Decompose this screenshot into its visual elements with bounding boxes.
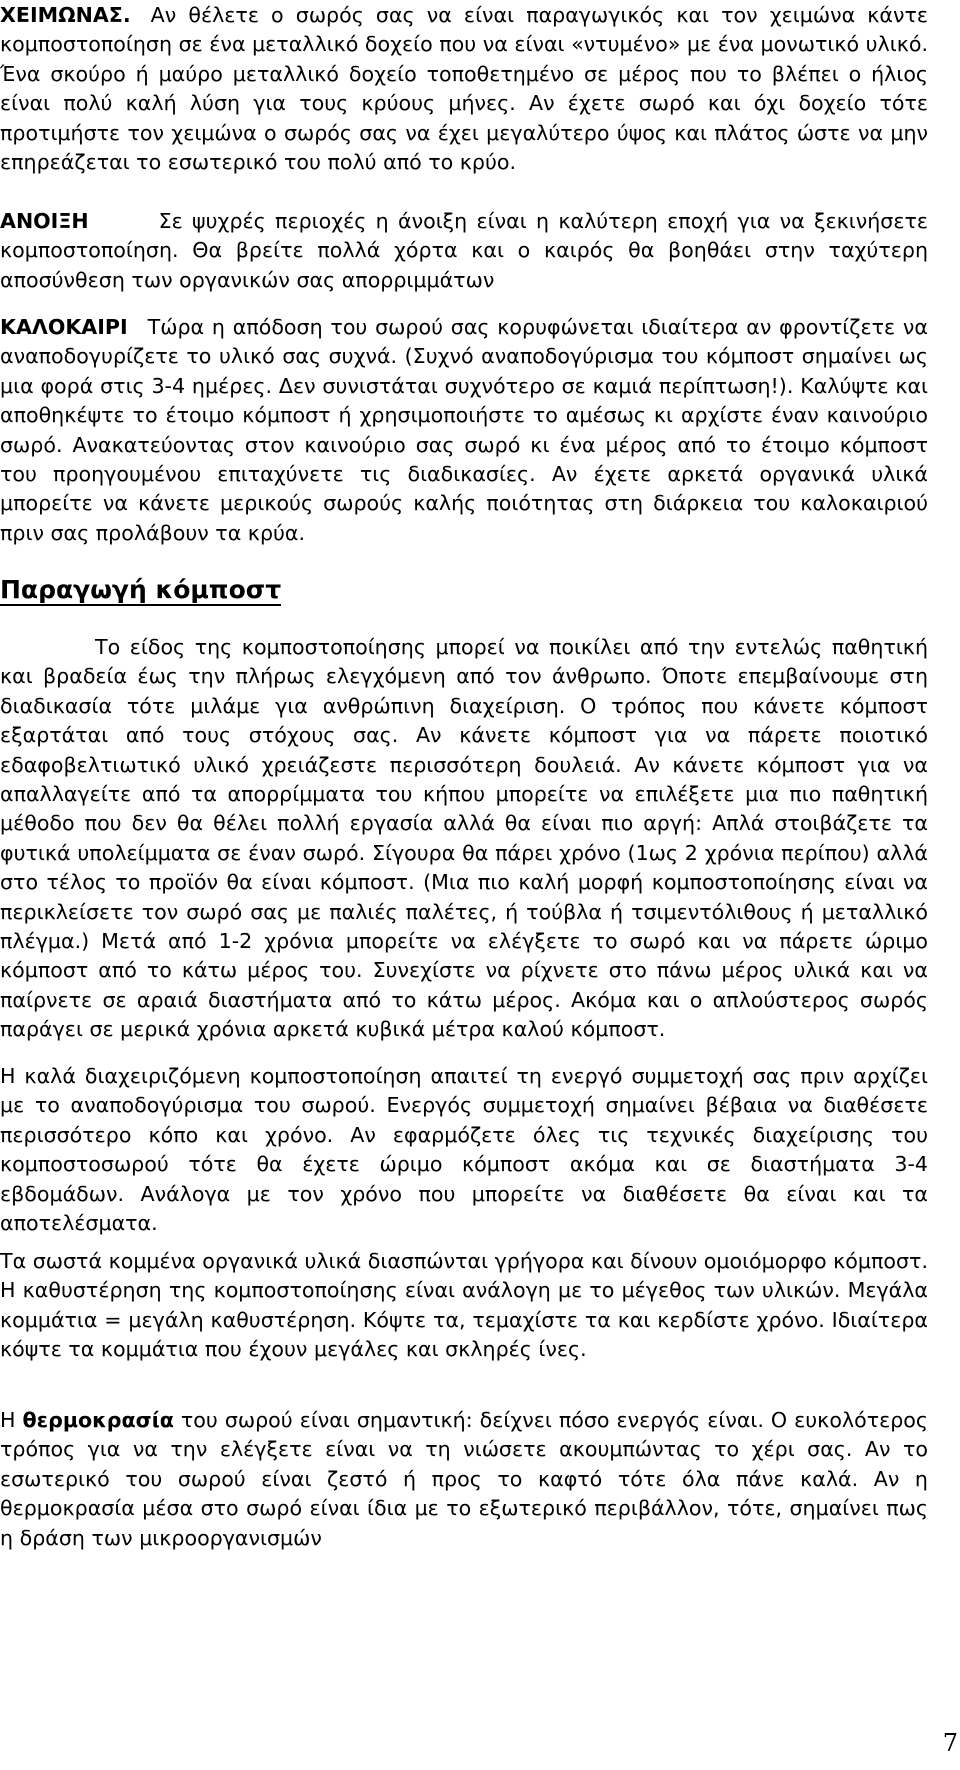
winter-paragraph (0, 1, 928, 177)
temperature-text-start: Η (0, 1408, 23, 1432)
spring-label: ΑΝΟΙΞΗ (0, 209, 89, 233)
page-number: 7 (942, 1729, 958, 1757)
summer-text: Τώρα η απόδοση του σωρού σας κορυφώνεται ιδιαίτερα αν φροντίζετε να αναποδογυρίζετε το υλικό σας συχνά. (Συχνό αναποδογύρισμα του κόμποστ σημαίνει ως μια φορά στις 3-4 ημέρες. Δεν συνιστάται συχνότερο σε καμιά περίπτωση!). Καλύψτε και αποθηκέψτε το έτοιμο κόμποστ ή χρησιμοποιήστε το αμέσως κι αρχίστε έναν καινούριο σωρό. Ανακατεύοντας στον καινούριο σας σωρό κι ένα μέρος από το έτοιμο κόμποστ του προηγουμένου επιταχύνετε τις διαδικασίες. Αν έχετε αρκετά οργανικά υλικά μπορείτε να κάνετε μερικούς σωρούς καλής ποιότητας στη διάρκεια του καλοκαιριού πριν σας προλάβουν τα κρύα. (0, 315, 928, 545)
summer-label: ΚΑΛΟΚΑΙΡΙ (0, 315, 128, 339)
spring-paragraph (0, 207, 928, 295)
production-text-3: Τα σωστά κομμένα οργανικά υλικά διασπώνται γρήγορα και δίνουν ομοιόμορφο κόμποστ. Η καθυστέρηση της κομποστοποίησης είναι ανάλογη με το μέγεθος των υλικών. Μεγάλα κομμάτια = μεγάλη καθυστέρηση. Κόψτε τα, τεμαχίστε τα και κερδίστε χρόνο. Ιδιαίτερα κόψτε τα κομμάτια που έχουν μεγάλες και σκληρές ίνες. (0, 1249, 928, 1362)
production-text-1: Το είδος της κομποστοποίησης μπορεί να ποικίλει από την εντελώς παθητική και βραδεία έως την πλήρως ελεγχόμενη από τον άνθρωπο. Όποτε επεμβαίνουμε στη διαδικασία τότε μιλάμε για ανθρώπινη διαχείριση. Ο τρόπος που κάνετε κόμποστ εξαρτάται από τους στόχους σας. Αν κάνετε κόμποστ για να πάρετε ποιοτικό εδαφοβελτιωτικό υλικό χρειάζεστε περισσότερη δουλειά. Αν κάνετε κόμποστ για να απαλλαγείτε από τα απορρίμματα του κήπου μπορείτε να επιλέξετε μια πιο παθητική μέθοδο που δεν θα θέλει πολλή εργασία αλλά θα είναι πιο αργή: Απλά στοιβάζετε τα φυτικά υπολείμματα σε έναν σωρό. Σίγουρα θα πάρει χρόνο (1ως 2 χρόνια περίπου) αλλά στο τέλος το προϊόν θα είναι κόμποστ. (Μια πιο καλή μορφή κομποστοποίησης είναι να περικλείσετε τον σωρό σας με παλιές παλέτες, ή τούβλα ή τσιμεντόλιθους ή μεταλλικό πλέγμα.) Μετά από 1-2 χρόνια μπορείτε να ελέγξετε το σωρό και να πάρετε ώριμο κόμποστ από το κάτω μέρος του. Συνεχίστε να ρίχνετε στο πάνω μέρος υλικά και να παίρνετε σε αραιά διαστήματα από το κάτω μέρος. Ακόμα και ο απλούστερος σωρός παράγει σε μερικά χρόνια αρκετά κυβικά μέτρα καλού κόμποστ. (0, 635, 928, 1042)
summer-paragraph (0, 313, 928, 548)
winter-text: Αν θέλετε ο σωρός σας να είναι παραγωγικός και τον χειμώνα κάντε κομποστοποίηση σε ένα μεταλλικό δοχείο που να είναι «ντυμένο» με ένα μονωτικό υλικό. Ένα σκούρο ή μαύρο μεταλλικό δοχείο τοποθετημένο σε μέρος που το βλέπει ο ήλιος είναι πολύ καλή λύση για τους κρύους μήνες. Αν έχετε σωρό και όχι δοχείο τότε προτιμήστε τον χειμώνα ο σωρός σας να έχει μεγαλύτερο ύψος και πλάτος ώστε να μην επηρεάζεται το εσωτερικό του πολύ από το κρύο. (0, 3, 928, 175)
temperature-keyword: θερμοκρασία (22, 1408, 174, 1432)
temperature-text-rest: του σωρού είναι σημαντική: δείχνει πόσο ενεργός είναι. Ο ευκολότερος τρόπος για να την ελέγξετε είναι να τη νιώσετε ακουμπώντας το χέρι σας. Αν το εσωτερικό του σωρού είναι ζεστό ή προς το καφτό τότε όλα πάνε καλά. Αν η θερμοκρασία μέσα στο σωρό είναι ίδια με το εξωτερικό περιβάλλον, τότε, σημαίνει πως η δράση των μικροοργανισμών (0, 1408, 928, 1550)
production-paragraph-2 (0, 1062, 928, 1238)
spring-text: Σε ψυχρές περιοχές η άνοιξη είναι η καλύτερη εποχή για να ξεκινήσετε κομποστοποίηση. Θα βρείτε πολλά χόρτα και ο καιρός θα βοηθάει στην ταχύτερη αποσύνθεση των οργανικών σας απορριμμάτων (0, 209, 928, 292)
production-text-2: Η καλά διαχειριζόμενη κομποστοποίηση απαιτεί τη ενεργό συμμετοχή σας πριν αρχίζει με το αναποδογύρισμα του σωρού. Ενεργός συμμετοχή σημαίνει βέβαια να διαθέσετε περισσότερο κόπο και χρόνο. Αν εφαρμόζετε όλες τις τεχνικές διαχείρισης του κομποστοσωρού τότε θα έχετε ώριμο κόμποστ ακόμα και σε διαστήματα 3-4 εβδομάδων. Ανάλογα με τον χρόνο που μπορείτε να διαθέσετε θα είναι και τα αποτελέσματα. (0, 1064, 928, 1236)
winter-label: ΧΕΙΜΩΝΑΣ. (0, 3, 131, 27)
temperature-paragraph (0, 1406, 928, 1553)
production-paragraph-1 (0, 633, 928, 1045)
production-paragraph-3 (0, 1247, 928, 1365)
section-title: Παραγωγή κόμποστ (0, 575, 282, 604)
section-heading (0, 575, 281, 605)
